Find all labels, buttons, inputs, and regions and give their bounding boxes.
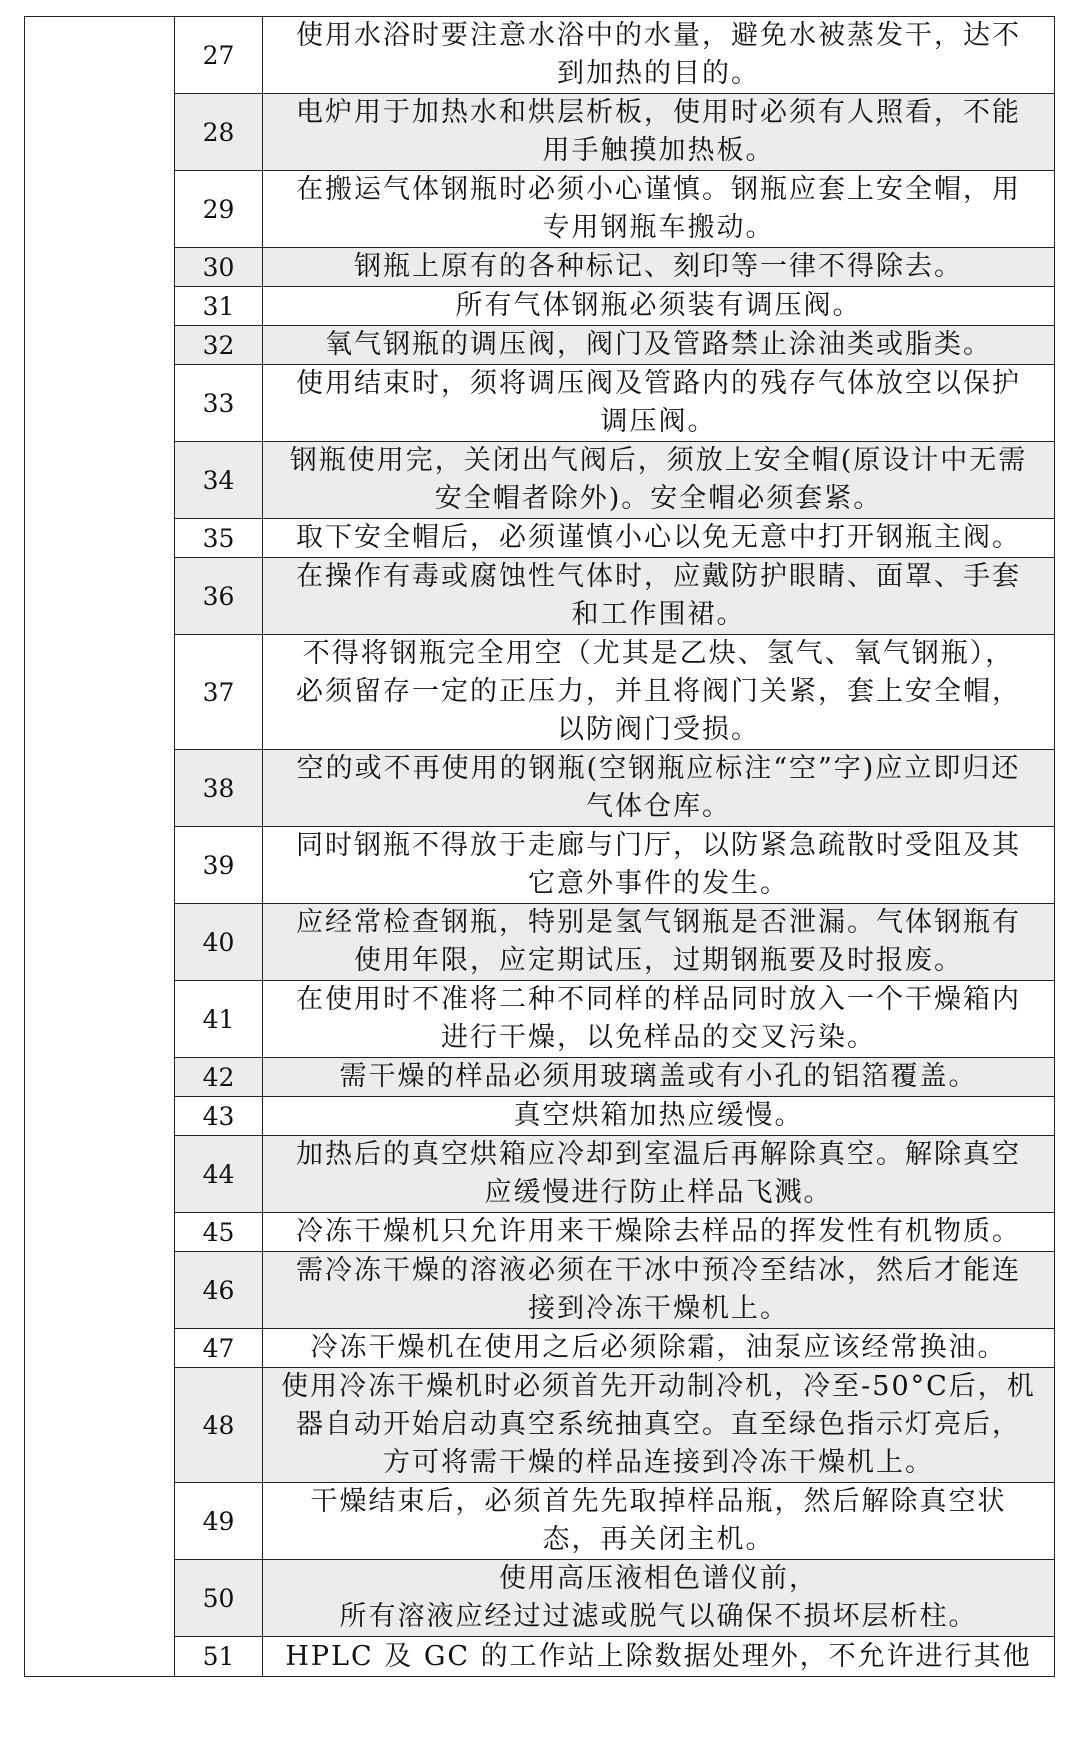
rule-text-line: 加热后的真空烘箱应冷却到室温后再解除真空。解除真空 — [296, 1139, 1021, 1170]
rule-number: 44 — [175, 1136, 263, 1213]
rule-text-line: 必须留存一定的正压力，并且将阀门关紧，套上安全帽， — [296, 676, 1021, 707]
rule-number: 45 — [175, 1213, 263, 1252]
rule-text — [263, 519, 1055, 558]
rule-text — [263, 326, 1055, 365]
table-row — [25, 442, 1055, 519]
rule-text — [263, 1329, 1055, 1368]
rule-text-line: 取下安全帽后，必须谨慎小心以免无意中打开钢瓶主阀。 — [296, 522, 1021, 553]
rule-number: 36 — [175, 558, 263, 635]
rule-text-line: 使用水浴时要注意水浴中的水量，避免水被蒸发干，达不 — [296, 20, 1021, 51]
rule-text-line: 不得将钢瓶完全用空（尤其是乙炔、氢气、氧气钢瓶）， — [302, 638, 1015, 669]
rule-number: 37 — [175, 635, 263, 750]
rule-number: 27 — [175, 17, 263, 94]
rule-number: 51 — [175, 1637, 263, 1677]
rule-text-line: 在搬运气体钢瓶时必须小心谨慎。钢瓶应套上安全帽，用 — [296, 174, 1021, 205]
table-row — [25, 326, 1055, 365]
rule-text-line: 进行干燥，以免样品的交叉污染。 — [441, 1022, 876, 1053]
rule-number: 31 — [175, 287, 263, 326]
rule-text-line: 方可将需干燥的样品连接到冷冻干燥机上。 — [383, 1447, 934, 1478]
rule-text-line: 应缓慢进行防止样品飞溅。 — [484, 1177, 833, 1208]
table-row — [25, 365, 1055, 442]
rule-text — [263, 1252, 1055, 1329]
rule-number: 40 — [175, 904, 263, 981]
rule-text — [263, 17, 1055, 94]
rule-text-line: 态，再关闭主机。 — [542, 1524, 775, 1555]
safety-rules-table — [24, 16, 1055, 1677]
rule-text — [263, 558, 1055, 635]
rule-text — [263, 287, 1055, 326]
rule-text-line: 所有气体钢瓶必须装有调压阀。 — [455, 290, 862, 321]
table-row — [25, 981, 1055, 1058]
rule-text — [263, 1637, 1055, 1677]
rule-text-line: 安全帽者除外)。安全帽必须套紧。 — [434, 483, 883, 514]
rule-number: 33 — [175, 365, 263, 442]
table-row — [25, 94, 1055, 171]
rule-text — [263, 171, 1055, 248]
rules-page — [24, 16, 1054, 1757]
rule-number: 48 — [175, 1368, 263, 1483]
rule-number: 34 — [175, 442, 263, 519]
rule-number: 49 — [175, 1483, 263, 1560]
rule-text-line: 气体仓库。 — [586, 791, 731, 822]
rule-text-line: 到加热的目的。 — [557, 58, 760, 89]
rule-text-line: 冷冻干燥机只允许用来干燥除去样品的挥发性有机物质。 — [296, 1216, 1021, 1247]
rule-text-line: 在操作有毒或腐蚀性气体时，应戴防护眼睛、面罩、手套 — [296, 561, 1021, 592]
rule-text-line: 在使用时不准将二种不同样的样品同时放入一个干燥箱内 — [296, 984, 1021, 1015]
table-row — [25, 1637, 1055, 1677]
table-row — [25, 1136, 1055, 1213]
rule-text-line: 应经常检查钢瓶，特别是氢气钢瓶是否泄漏。气体钢瓶有 — [296, 907, 1021, 938]
rule-text-line: 以防阀门受损。 — [557, 714, 760, 745]
rule-text — [263, 1213, 1055, 1252]
rule-number: 28 — [175, 94, 263, 171]
rule-number: 39 — [175, 827, 263, 904]
rule-text-line: 氧气钢瓶的调压阀，阀门及管路禁止涂油类或脂类。 — [325, 329, 992, 360]
rule-text-line: 冷冻干燥机在使用之后必须除霜，油泵应该经常换油。 — [310, 1332, 1007, 1363]
table-row — [25, 1560, 1055, 1637]
rule-text — [263, 904, 1055, 981]
table-row — [25, 1368, 1055, 1483]
rule-text-line: 使用冷冻干燥机时必须首先开动制冷机，冷至-50°C后，机 — [281, 1371, 1036, 1402]
table-row — [25, 1097, 1055, 1136]
rule-text — [263, 248, 1055, 287]
rule-number: 43 — [175, 1097, 263, 1136]
table-row — [25, 248, 1055, 287]
rule-number: 35 — [175, 519, 263, 558]
table-row — [25, 287, 1055, 326]
rule-number: 30 — [175, 248, 263, 287]
rule-text-line: 接到冷冻干燥机上。 — [528, 1293, 789, 1324]
rule-text-line: 需干燥的样品必须用玻璃盖或有小孔的铝箔覆盖。 — [339, 1061, 978, 1092]
table-row — [25, 1213, 1055, 1252]
rule-number: 46 — [175, 1252, 263, 1329]
table-row — [25, 17, 1055, 94]
rule-text-line: 调压阀。 — [600, 406, 717, 437]
rule-text — [263, 1058, 1055, 1097]
rule-text-line: 所有溶液应经过过滤或脱气以确保不损坏层析柱。 — [339, 1601, 978, 1632]
table-row — [25, 750, 1055, 827]
table-row — [25, 635, 1055, 750]
rule-number: 29 — [175, 171, 263, 248]
table-row — [25, 904, 1055, 981]
rule-text-line: 真空烘箱加热应缓慢。 — [513, 1100, 804, 1131]
table-row — [25, 519, 1055, 558]
rule-text-line: 使用结束时，须将调压阀及管路内的残存气体放空以保护 — [296, 368, 1021, 399]
rule-text — [263, 365, 1055, 442]
table-row — [25, 1483, 1055, 1560]
rule-text — [263, 1560, 1055, 1637]
rule-text — [263, 1097, 1055, 1136]
rule-text-line: 和工作围裙。 — [571, 599, 746, 630]
rule-text-line: 干燥结束后，必须首先先取掉样品瓶，然后解除真空状 — [310, 1486, 1007, 1517]
rule-text-line: 使用年限，应定期试压，过期钢瓶要及时报废。 — [354, 945, 963, 976]
rule-text-line: 钢瓶使用完，关闭出气阀后，须放上安全帽(原设计中无需 — [289, 445, 1028, 476]
rule-text-line: 器自动开始启动真空系统抽真空。直至绿色指示灯亮后， — [296, 1409, 1021, 1440]
category-cell — [25, 17, 175, 1677]
rule-text-line: 专用钢瓶车搬动。 — [542, 212, 775, 243]
rule-text — [263, 981, 1055, 1058]
rule-text-line: 用手触摸加热板。 — [542, 135, 775, 166]
table-row — [25, 1329, 1055, 1368]
rule-text — [263, 1368, 1055, 1483]
rule-text — [263, 1136, 1055, 1213]
rule-text-line: HPLC 及 GC 的工作站上除数据处理外，不允许进行其他 — [285, 1640, 1032, 1672]
rule-text-line: 需冷冻干燥的溶液必须在干冰中预冷至结冰，然后才能连 — [296, 1255, 1021, 1286]
table-row — [25, 1252, 1055, 1329]
rule-text-line: 电炉用于加热水和烘层析板，使用时必须有人照看，不能 — [296, 97, 1021, 128]
rule-number: 38 — [175, 750, 263, 827]
rule-text — [263, 827, 1055, 904]
table-row — [25, 827, 1055, 904]
rule-text — [263, 1483, 1055, 1560]
table-row — [25, 558, 1055, 635]
rule-text — [263, 750, 1055, 827]
rule-number: 47 — [175, 1329, 263, 1368]
rule-number: 41 — [175, 981, 263, 1058]
rules-table-body — [25, 17, 1055, 1677]
rule-text-line: 它意外事件的发生。 — [528, 868, 789, 899]
rule-text — [263, 635, 1055, 750]
rule-number: 50 — [175, 1560, 263, 1637]
rule-text-line: 钢瓶上原有的各种标记、刻印等一律不得除去。 — [354, 251, 963, 282]
rule-text-line: 使用高压液相色谱仪前， — [499, 1563, 818, 1594]
table-row — [25, 1058, 1055, 1097]
rule-number: 32 — [175, 326, 263, 365]
rule-text-line: 同时钢瓶不得放于走廊与门厅，以防紧急疏散时受阻及其 — [296, 830, 1021, 861]
rule-text — [263, 442, 1055, 519]
table-row — [25, 171, 1055, 248]
rule-text-line: 空的或不再使用的钢瓶(空钢瓶应标注“空”字)应立即归还 — [296, 753, 1021, 784]
rule-number: 42 — [175, 1058, 263, 1097]
rule-text — [263, 94, 1055, 171]
